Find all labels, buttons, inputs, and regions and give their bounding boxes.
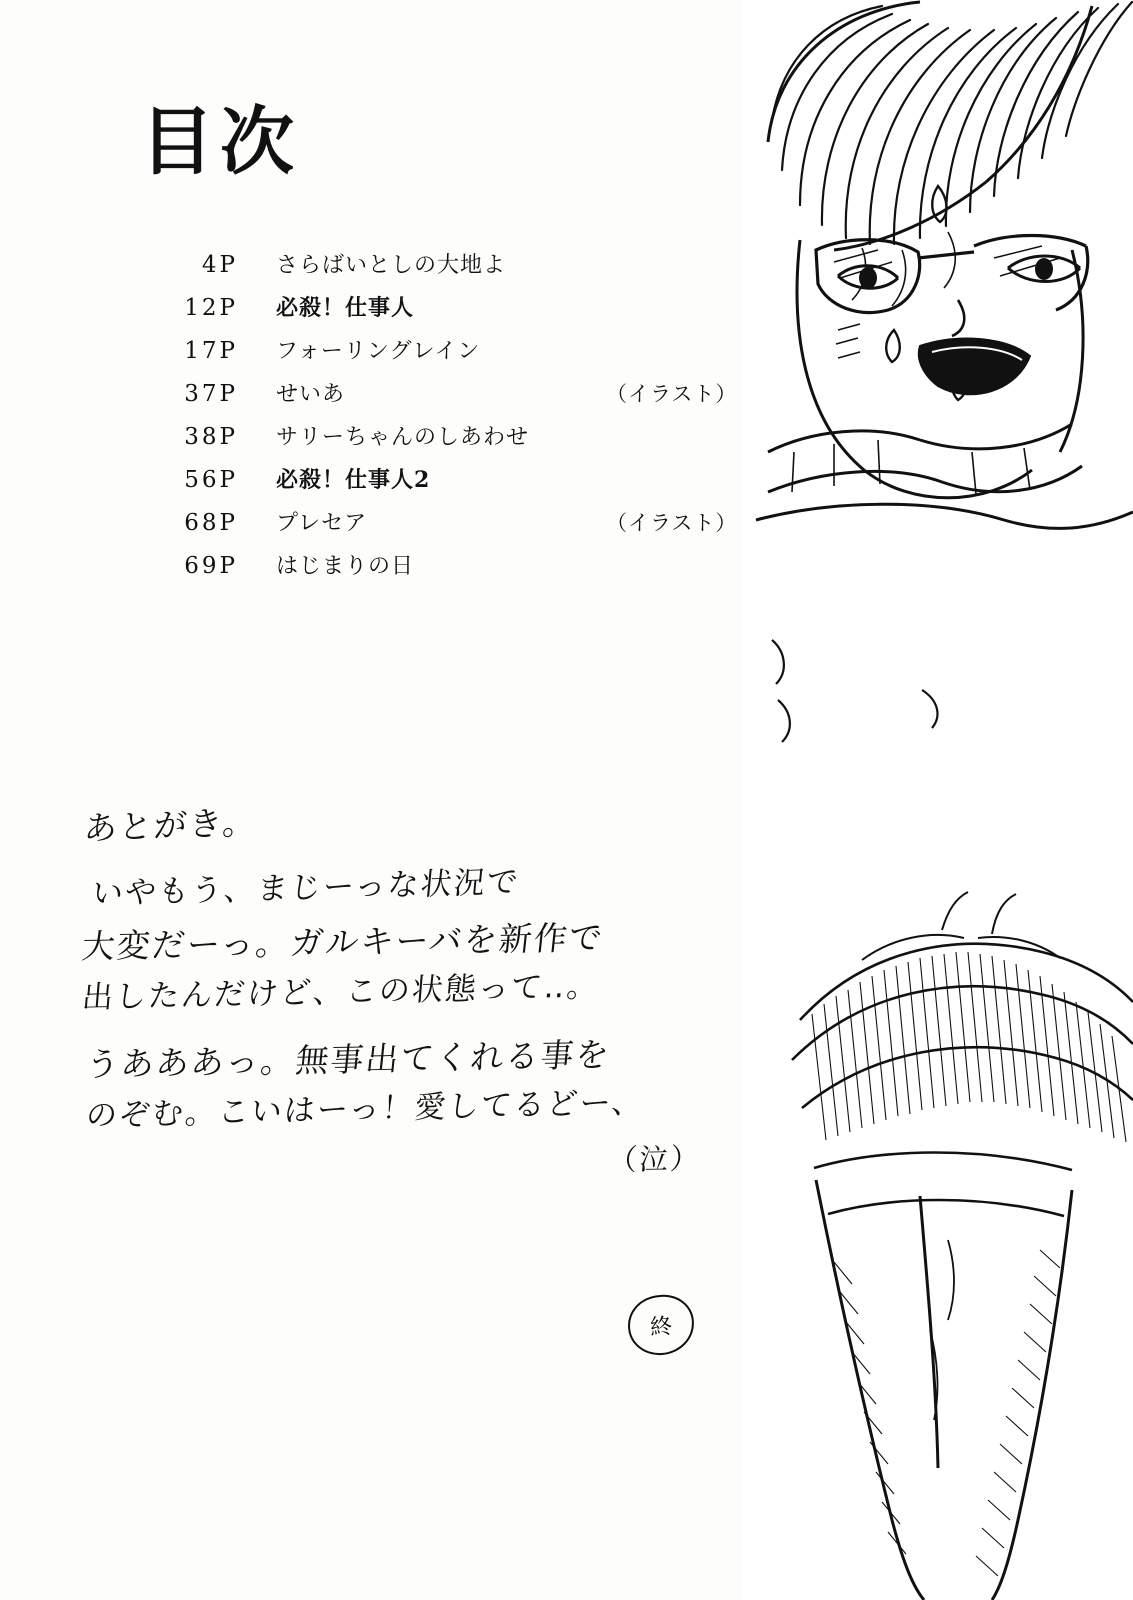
table-of-contents xyxy=(120,248,740,592)
toc-entry-title: せいあ xyxy=(276,382,346,407)
list-item[interactable] xyxy=(120,334,740,377)
toc-entry-title: さらばいとしの大地よ xyxy=(276,253,507,278)
toc-entry-title: フォーリングレイン xyxy=(276,339,481,364)
list-item[interactable] xyxy=(120,377,740,420)
list-item[interactable] xyxy=(120,463,740,506)
toc-entry-title: 必殺！仕事人2 xyxy=(276,467,431,493)
toc-entry-title: はじまりの日 xyxy=(276,554,415,579)
toc-entry-note: （イラスト） xyxy=(606,382,738,406)
toc-entry-title: プレセア xyxy=(276,511,368,536)
list-item[interactable] xyxy=(120,506,740,549)
toc-page-number: 17P xyxy=(184,338,238,364)
toc-entry-note: （イラスト） xyxy=(606,511,738,535)
toc-page-number: 68P xyxy=(184,510,238,536)
toc-page-number: 12P xyxy=(184,295,238,321)
manga-illustration xyxy=(742,0,1133,1600)
illustration-panel xyxy=(742,0,1133,1600)
toc-entry-title: サリーちゃんのしあわせ xyxy=(276,425,530,450)
toc-page-number: 56P xyxy=(184,467,238,493)
afterword-line: いやもう、まじーっな状況で xyxy=(90,863,522,913)
list-item[interactable] xyxy=(120,420,740,463)
end-seal: 終 xyxy=(626,1293,696,1357)
toc-page-number: 37P xyxy=(184,381,238,407)
toc-entry-title: 必殺！仕事人 xyxy=(276,295,415,321)
list-item[interactable] xyxy=(120,248,740,291)
afterword-line: （泣） xyxy=(606,1141,703,1178)
afterword-line: 出したんだけど、この状態って‥。 xyxy=(80,968,602,1017)
list-item[interactable] xyxy=(120,549,740,592)
afterword-line: のぞむ。こいはーっ！愛してるどー、 xyxy=(84,1084,646,1135)
afterword-line: 大変だーっ。ガルキーバを新作で xyxy=(79,917,607,967)
afterword-block xyxy=(78,802,738,1181)
list-item[interactable] xyxy=(120,291,740,334)
afterword-line: うあああっ。無事出てくれる事を xyxy=(83,1034,613,1085)
toc-page-number: 38P xyxy=(184,424,238,450)
toc-page-number: 4P xyxy=(201,252,238,278)
toc-page-number: 69P xyxy=(184,553,238,579)
afterword-heading: あとがき。 xyxy=(82,802,259,849)
page-title: 目次 xyxy=(140,99,300,185)
